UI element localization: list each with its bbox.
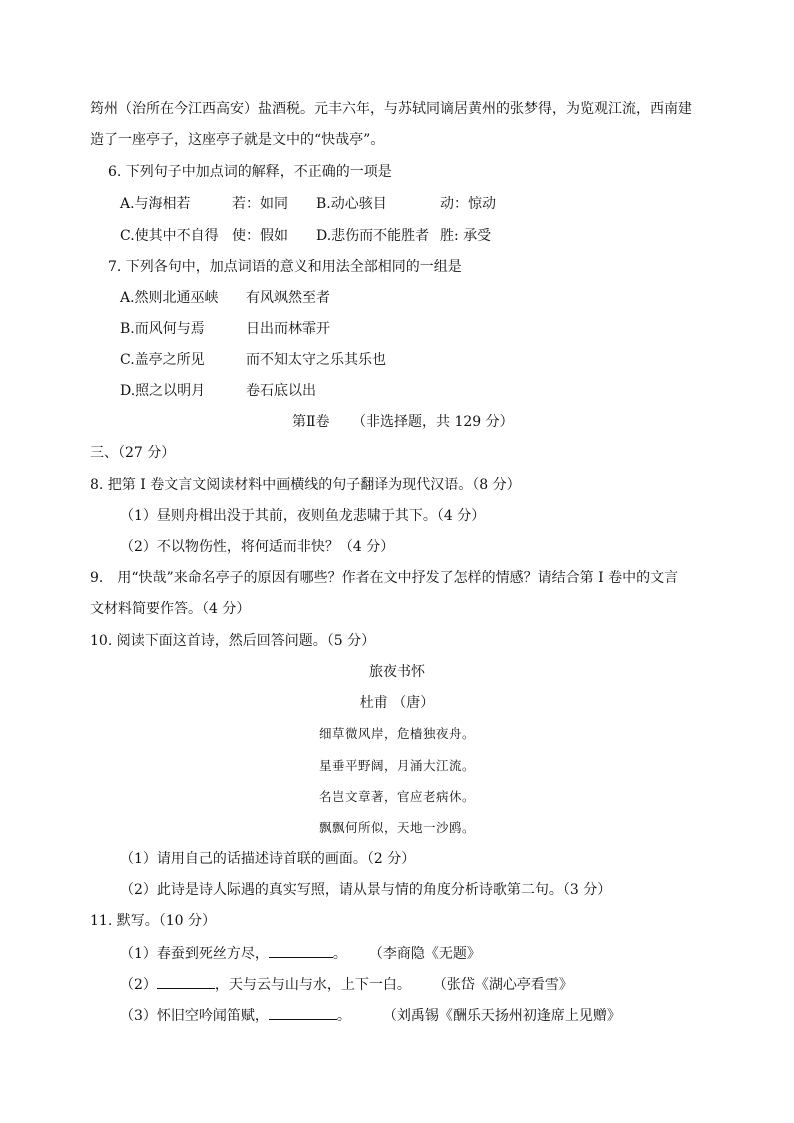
q11-item-1-text: （1）春蚕到死丝方尽， bbox=[120, 946, 269, 962]
q6-option-c-gloss: 使：假如 bbox=[232, 228, 288, 244]
q6-option-b-gloss: 动：惊动 bbox=[440, 196, 496, 212]
q7-option-a-right: 有风飒然至者 bbox=[246, 290, 330, 306]
q9-line-2: 文材料简要作答。（4 分） bbox=[90, 601, 251, 617]
q7-option-b-left: B.而风何与焉 bbox=[120, 321, 205, 337]
q7-option-a-left: A.然则北通巫峡 bbox=[120, 290, 219, 306]
q6-option-a: A.与海相若 bbox=[120, 196, 191, 212]
q6-option-a-gloss: 若：如同 bbox=[232, 196, 288, 212]
q11-item-3-text: （3）怀旧空吟闻笛赋， bbox=[120, 1008, 269, 1024]
q10-sub-1: （1）请用自己的话描述诗首联的画面。（2 分） bbox=[120, 851, 416, 867]
q11-item-1-source: （李商隐《无题》 bbox=[368, 946, 481, 962]
q8-sub-2: （2）不以物伤性，将何适而非快？（4 分） bbox=[120, 539, 395, 555]
q11-item-3-end: 。 bbox=[336, 1008, 351, 1024]
intro-line-2: 造了一座亭子，这座亭子就是文中的“快哉亭”。 bbox=[90, 132, 385, 148]
poem-line-4: 飘飘何所似，天地一沙鸥。 bbox=[318, 820, 475, 835]
q11-item-2-text: ，天与云与山与水，上下一白。 bbox=[214, 977, 411, 993]
section-3-heading: 三、（27 分） bbox=[90, 445, 176, 461]
q11-item-3-source: （刘禹锡《酬乐天扬州初逢席上见赠》 bbox=[382, 1008, 621, 1024]
intro-line-1: 筠州（治所在今江西高安）盐酒税。元丰六年，与苏轼同谪居黄州的张梦得，为览观江流，西南建 bbox=[90, 101, 692, 117]
poem-line-2: 星垂平野阔，月涌大江流。 bbox=[318, 758, 475, 773]
q11-item-3-blank[interactable] bbox=[269, 1005, 337, 1020]
q9-line-1: 9． 用“快哉”来命名亭子的原因有哪些？作者在文中抒发了怎样的情感？请结合第 I 卷中的文言 bbox=[90, 570, 679, 586]
q7-option-d-right: 卷石底以出 bbox=[246, 383, 316, 399]
q6-option-d: D.悲伤而不能胜者 bbox=[316, 228, 430, 244]
q6-stem: 6. 下列句子中加点词的解释，不正确的一项是 bbox=[108, 164, 392, 180]
q11-stem: 11. 默写。（10 分） bbox=[90, 913, 216, 929]
q7-option-c-left: C.盖亭之所见 bbox=[120, 352, 205, 368]
volume-2-note: （非选择题，共 129 分） bbox=[352, 414, 514, 430]
poem-line-1: 细草微风岸，危樯独夜舟。 bbox=[318, 726, 475, 741]
q11-item-1 bbox=[120, 943, 481, 964]
q11-item-2-num: （2） bbox=[120, 977, 157, 993]
q7-option-c-right: 而不知太守之乐其乐也 bbox=[246, 352, 386, 368]
q7-option-d-left: D.照之以明月 bbox=[120, 383, 206, 399]
q10-stem: 10. 阅读下面这首诗，然后回答问题。（5 分） bbox=[90, 633, 376, 649]
q7-option-b-right: 日出而林霏开 bbox=[246, 321, 330, 337]
poem-title: 旅夜书怀 bbox=[369, 664, 425, 680]
q11-item-1-end: 。 bbox=[332, 946, 347, 962]
q11-item-2 bbox=[120, 974, 573, 995]
poem-author: 杜甫 （唐） bbox=[359, 695, 435, 711]
q11-item-2-source: （张岱《湖心亭看雪》 bbox=[432, 977, 573, 993]
q11-item-2-blank[interactable] bbox=[157, 974, 215, 989]
q8-sub-1: （1）昼则舟楫出没于其前，夜则鱼龙悲啸于其下。（4 分） bbox=[120, 508, 486, 524]
q6-option-c: C.使其中不自得 bbox=[120, 228, 219, 244]
volume-2-title: 第Ⅱ卷 bbox=[292, 414, 330, 430]
q6-option-d-gloss: 胜: 承受 bbox=[440, 228, 492, 244]
q11-item-1-blank[interactable] bbox=[269, 943, 333, 958]
q7-stem: 7. 下列各句中，加点词语的意义和用法全部相同的一组是 bbox=[108, 259, 462, 275]
q6-option-b: B.动心骇目 bbox=[316, 196, 387, 212]
q8-stem: 8. 把第 I 卷文言文阅读材料中画横线的句子翻译为现代汉语。（8 分） bbox=[90, 477, 521, 493]
q10-sub-2: （2）此诗是诗人际遇的真实写照，请从景与情的角度分析诗歌第二句。（3 分） bbox=[120, 882, 612, 898]
poem-line-3: 名岂文章著，官应老病休。 bbox=[318, 789, 475, 804]
q11-item-3 bbox=[120, 1005, 621, 1026]
